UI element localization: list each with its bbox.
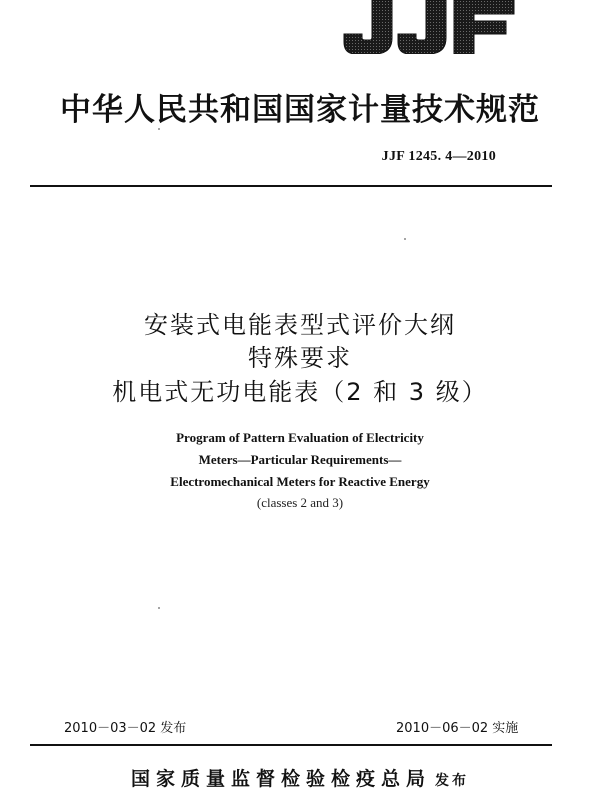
chinese-title-line-1: 安装式电能表型式评价大纲 (144, 311, 456, 339)
issue-date: 2010－03－02 发布 (64, 721, 187, 736)
publisher-suffix: 发布 (435, 773, 469, 789)
standard-code: JJF 1245. 4—2010 (381, 149, 496, 164)
english-title-classes: (classes 2 and 3) (256, 495, 344, 510)
bottom-rule (30, 744, 552, 746)
scan-speck (158, 128, 160, 130)
english-title-line-1: Program of Pattern Evaluation of Electricity (176, 430, 424, 445)
english-title-line-3: Electromechanical Meters for Reactive Energy (170, 474, 430, 489)
chinese-title-line-3: 机电式无功电能表（2 和 3 级） (112, 378, 488, 406)
scan-speck (404, 238, 406, 240)
publisher-name: 国家质量监督检验检疫总局 (130, 768, 431, 790)
jjf-logo (342, 0, 518, 54)
publisher-line (0, 764, 600, 791)
top-rule (30, 185, 552, 187)
english-title-line-2: Meters—Particular Requirements— (198, 452, 402, 467)
chinese-title-line-2: 特殊要求 (248, 344, 352, 372)
scan-speck (158, 607, 160, 609)
issuing-body-heading: 中华人民共和国国家计量技术规范 (60, 92, 540, 128)
implementation-date: 2010－06－02 实施 (396, 721, 519, 736)
